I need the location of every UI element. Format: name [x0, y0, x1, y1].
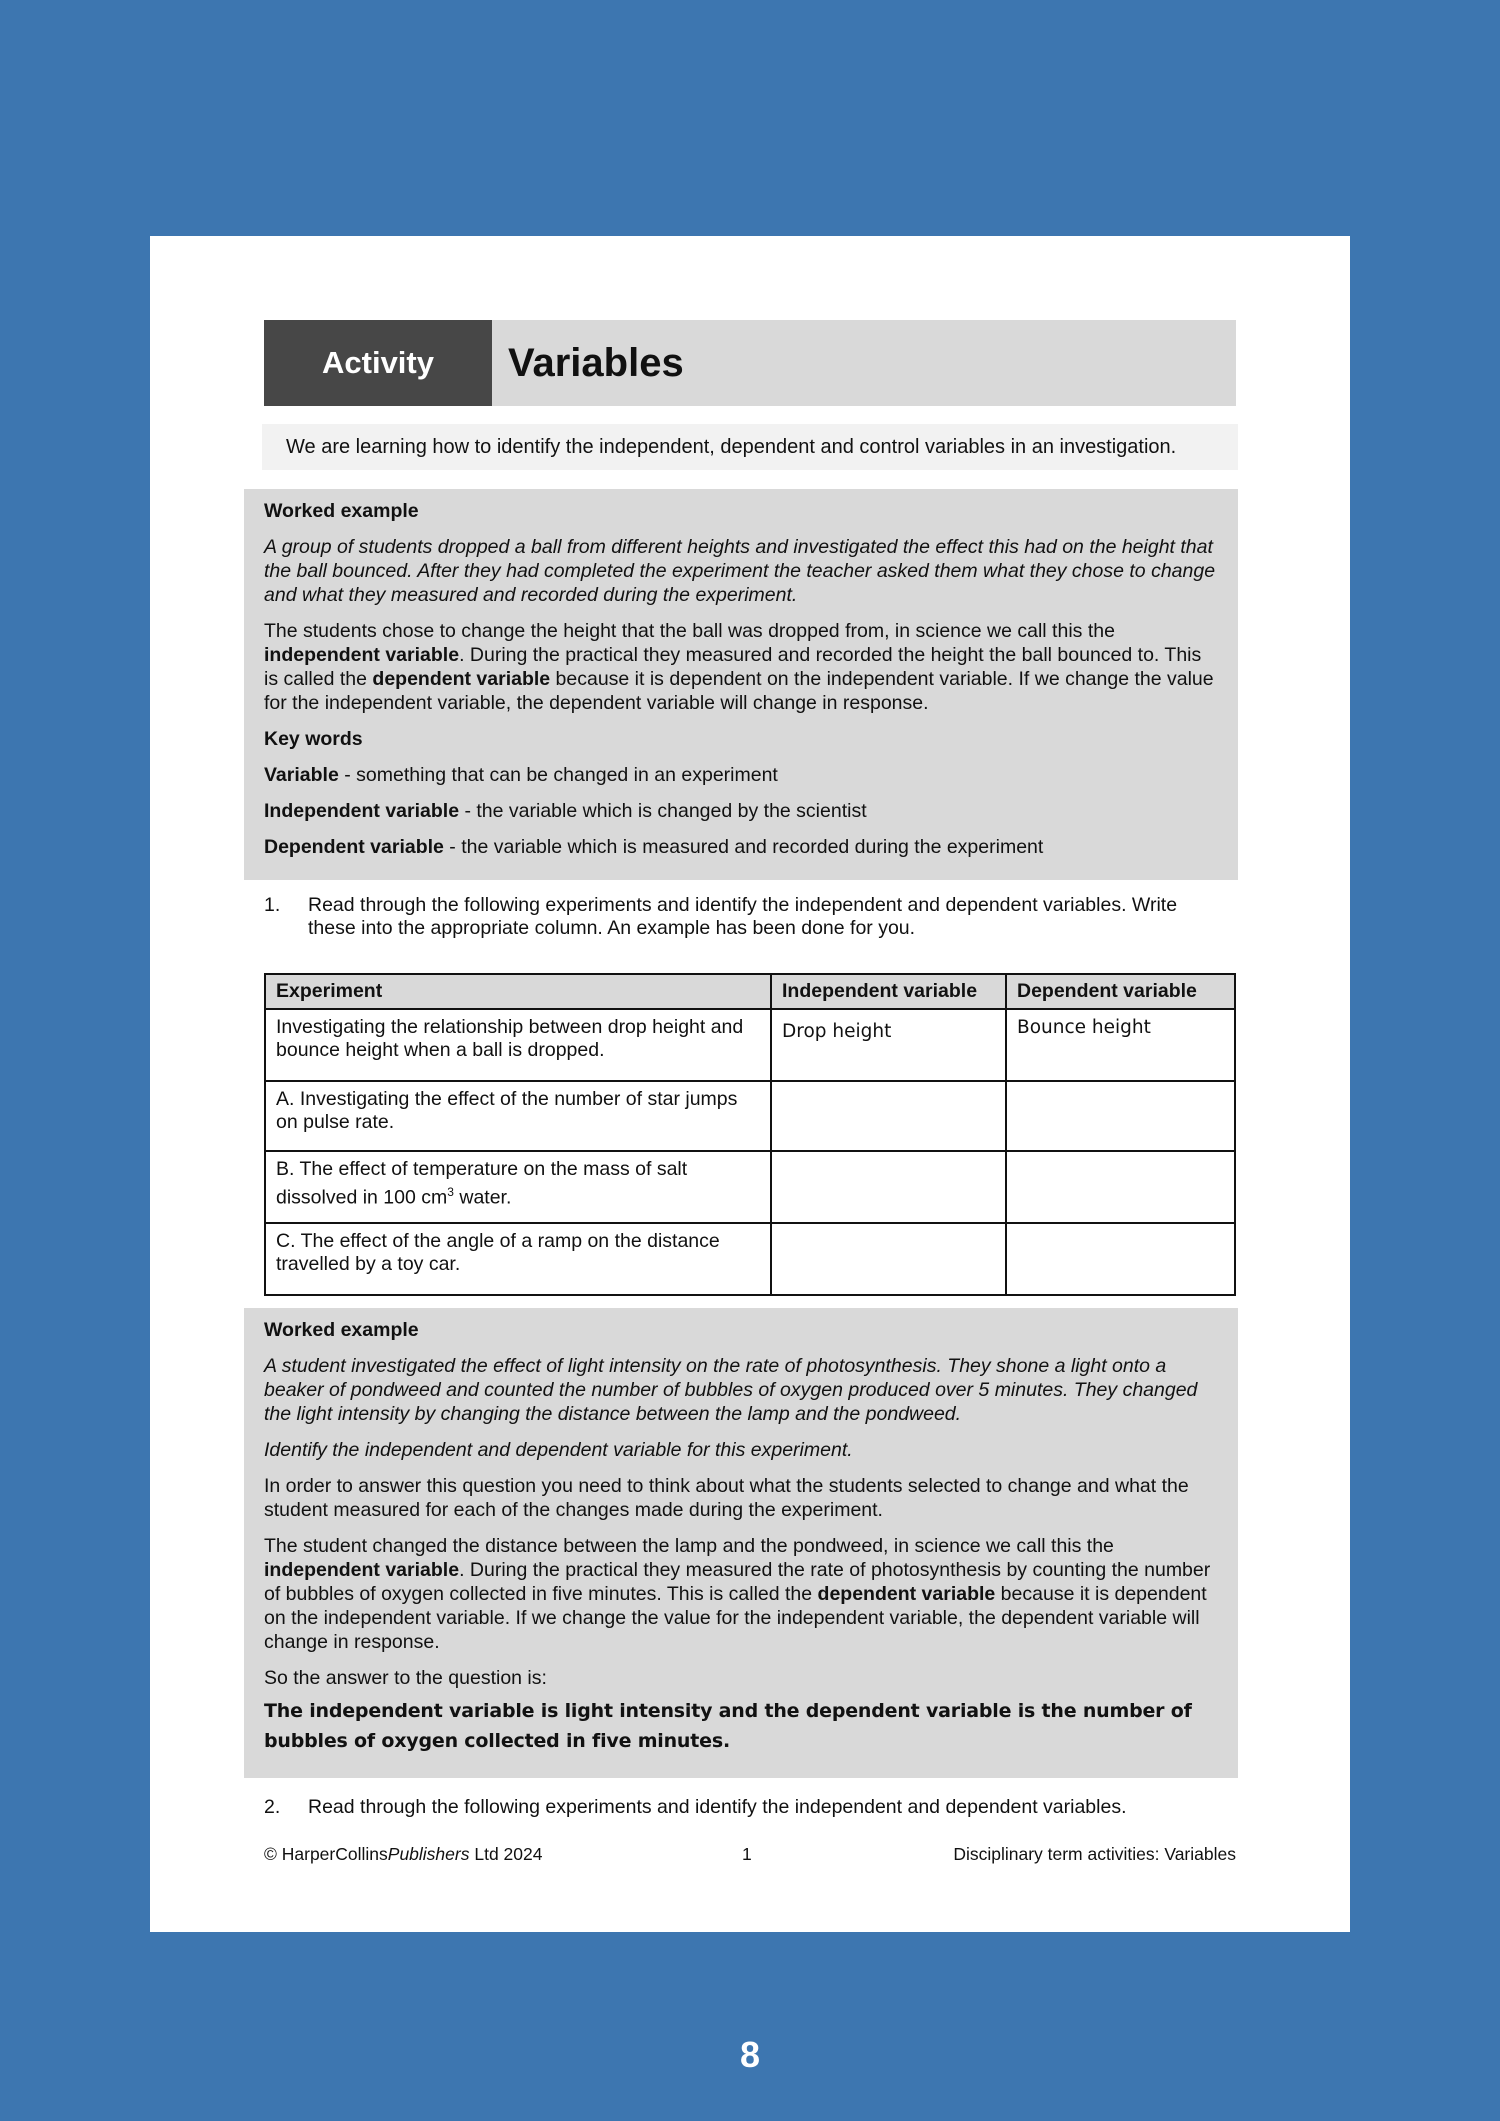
- question-1: [264, 894, 1224, 940]
- table-row: [265, 1151, 1235, 1223]
- question-number: 2.: [264, 1796, 281, 1818]
- dependent-answer-cell: Bounce height: [1006, 1009, 1235, 1081]
- independent-answer-cell[interactable]: [771, 1151, 1006, 1223]
- footer-title: Disciplinary term activities: Variables: [953, 1844, 1236, 1864]
- column-header-independent: Independent variable: [771, 974, 1006, 1009]
- worked-example-panel-1: [244, 489, 1238, 880]
- independent-answer-cell[interactable]: [771, 1223, 1006, 1295]
- viewer-page-number: 8: [739, 2034, 761, 2075]
- experiment-cell: A. Investigating the effect of the number of star jumps on pulse rate.: [265, 1081, 771, 1151]
- question-text: Read through the following experiments and identify the independent and dependent variables.: [308, 1796, 1127, 1818]
- dependent-answer-cell[interactable]: [1006, 1081, 1235, 1151]
- table-row: [265, 1081, 1235, 1151]
- learning-objective: We are learning how to identify the independent, dependent and control variables in an investigation.: [262, 424, 1238, 470]
- dependent-answer-cell[interactable]: [1006, 1151, 1235, 1223]
- experiment-cell: C. The effect of the angle of a ramp on the distance travelled by a toy car.: [265, 1223, 771, 1295]
- worked-example-panel-2: [244, 1308, 1238, 1778]
- worked-example-explanation: The students chose to change the height that the ball was dropped from, in science we call this the independent variable. During the practical they measured and recorded the height the ball bounced to. This is called the dependent variable because it is dependent on the independent variable. If we change the value for the independent variable, the dependent variable will change in response.: [264, 620, 1214, 714]
- key-word-item: Variable - something that can be changed in an experiment: [264, 764, 778, 786]
- worked-example-explanation: The student changed the distance between the lamp and the pondweed, in science we call this the independent variable. During the practical they measured the rate of photosynthesis by counting the number of bubbles of oxygen collected in five minutes. This is called the dependent variable because it is dependent on the independent variable. If we change the value for the independent variable, the dependent variable will change in response.: [264, 1535, 1211, 1653]
- worked-example-scenario: A group of students dropped a ball from different heights and investigated the effect this had on the height that the ball bounced. After they had completed the experiment the teacher asked them what they chose to change and what they measured and recorded during the experiment.: [264, 536, 1216, 606]
- activity-tag: Activity: [264, 320, 492, 406]
- key-words-heading: Key words: [264, 728, 363, 750]
- independent-answer-cell[interactable]: [771, 1081, 1006, 1151]
- worked-answer: The independent variable is light intensity and the dependent variable is the number of bubbles of oxygen collected in five minutes.: [264, 1700, 1192, 1752]
- column-header-dependent: Dependent variable: [1006, 974, 1235, 1009]
- experiment-cell: B. The effect of temperature on the mass of salt dissolved in 100 $cm^3$ water.: [265, 1151, 771, 1223]
- worked-example-task: Identify the independent and dependent variable for this experiment.: [264, 1439, 853, 1461]
- table-row: [265, 1223, 1235, 1295]
- worked-example-heading: Worked example: [264, 500, 419, 522]
- independent-answer-cell: Drop height: [771, 1009, 1006, 1081]
- key-word-item: Dependent variable - the variable which is measured and recorded during the experiment: [264, 836, 1044, 858]
- worked-example-heading: Worked example: [264, 1319, 419, 1341]
- worked-example-guidance: In order to answer this question you need to think about what the students selected to change and what the student measured for each of the changes made during the experiment.: [264, 1475, 1189, 1521]
- question-number: 1.: [264, 894, 281, 916]
- answer-lead: So the answer to the question is:: [264, 1667, 547, 1689]
- question-text: Read through the following experiments and identify the independent and dependent variables. Write these into the appropriate column. An example has been done for you.: [308, 894, 1178, 939]
- key-word-item: Independent variable - the variable which is changed by the scientist: [264, 800, 867, 822]
- document-page: [150, 236, 1350, 1932]
- page-title: Variables: [492, 320, 1236, 406]
- footer-copyright: © HarperCollinsPublishers Ltd 2024: [264, 1844, 543, 1864]
- table-header-row: [265, 974, 1235, 1009]
- experiment-cell: Investigating the relationship between drop height and bounce height when a ball is dropped.: [265, 1009, 771, 1081]
- dependent-answer-cell[interactable]: [1006, 1223, 1235, 1295]
- worked-example-scenario: A student investigated the effect of light intensity on the rate of photosynthesis. They shone a light onto a beaker of pondweed and counted the number of bubbles of oxygen produced over 5 minutes. They changed the light intensity by changing the distance between the lamp and the pondweed.: [264, 1355, 1198, 1425]
- variables-table: [264, 973, 1236, 1296]
- table-row: [265, 1009, 1235, 1081]
- column-header-experiment: Experiment: [265, 974, 771, 1009]
- footer-page-number: 1: [742, 1844, 752, 1864]
- question-2: [264, 1796, 1224, 1819]
